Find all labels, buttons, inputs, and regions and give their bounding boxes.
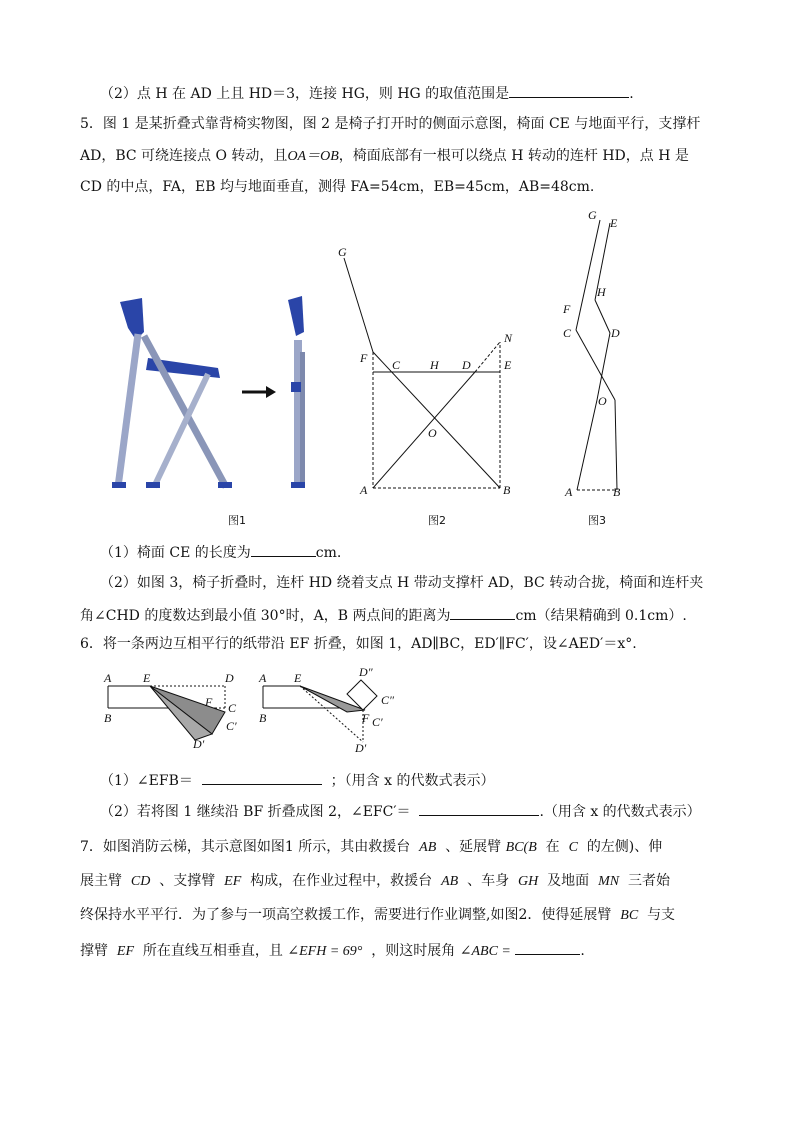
q7-l2a: 展主臂 (80, 873, 122, 889)
q6-part2-note: .（用含 x 的代数式表示） (539, 804, 701, 820)
q6-fig1-label-B: B (104, 711, 112, 725)
q7-line2 (80, 871, 670, 892)
q7-line3 (80, 905, 675, 926)
fig2-label-F: F (360, 351, 368, 365)
q7-l2e: 及地面 (547, 873, 590, 889)
fig2-label-O: O (428, 426, 437, 440)
fig2-label-A: A (360, 483, 368, 497)
q7-EF: EF (224, 874, 242, 889)
q5-line2 (80, 146, 689, 167)
q7-l4a: 撑臂 (80, 943, 108, 959)
q6-fig1-label-C: C (228, 701, 237, 715)
fig3-label-D: D (611, 326, 620, 340)
q6-fig2 (255, 660, 410, 760)
q7-angle: ∠EFH = 69° (287, 944, 363, 959)
fig3-label-C: C (563, 326, 572, 340)
q5-equation: OA＝OB (287, 149, 339, 164)
q7-end: . (580, 943, 585, 959)
q6-fig2-label-B: B (259, 711, 267, 725)
q4-end: . (629, 86, 634, 102)
q6-fig1 (100, 662, 255, 752)
q7-l3a: 终保持水平平行．为了参与一项高空救援工作，需要进行作业调整,如图2．使得延展臂 (80, 907, 612, 923)
q4-part2 (100, 82, 634, 104)
fig2-label-H: H (430, 358, 439, 372)
q7-l1c: 在 (545, 839, 560, 855)
q5-part1 (100, 541, 341, 563)
q7-l4c: ，则这时展角 (371, 943, 456, 959)
q4-answer-blank[interactable] (509, 82, 629, 98)
q6-fig2-label-A: A (259, 671, 267, 685)
fig2-caption: 图2 (428, 514, 446, 527)
q7-GH: GH (518, 874, 539, 889)
q7-l2d: 、车身 (467, 873, 510, 889)
fig2-label-B: B (503, 483, 511, 497)
q6-fig1-label-D: D (225, 671, 234, 685)
q6-fig2-label-D2: D″ (359, 665, 373, 679)
q5-line2a: AD，BC 可绕连接点 O 转动，且 (80, 148, 288, 164)
q6-part2-text: （2）若将图 1 继续沿 BF 折叠成图 2，∠EFC′＝ (100, 804, 411, 820)
q6-fig1-label-C1: C′ (226, 719, 237, 733)
q6-fig2-label-E: E (294, 671, 302, 685)
q6-fig1-label-A: A (104, 671, 112, 685)
q7-l4b: 所在直线互相垂直，且 (142, 943, 283, 959)
q4-part2-text: （2）点 H 在 AD 上且 HD＝3，连接 HG，则 HG 的取值范围是 (100, 86, 510, 102)
q6-fig2-label-D1: D′ (355, 741, 367, 755)
chair-photo (108, 292, 348, 497)
q6-part2-blank[interactable] (419, 800, 539, 816)
q5-part2-line1: （2）如图 3，椅子折叠时，连杆 HD 绕着支点 H 带动支撑杆 AD，BC 转动合拢，椅面和连杆夹 (100, 575, 704, 591)
fig2-label-C: C (392, 358, 401, 372)
fig3-label-B: B (613, 485, 621, 499)
q7-C: C (568, 840, 578, 855)
q5-part2-unit: cm（结果精确到 0.1cm）. (515, 608, 687, 624)
q5-part1-text: （1）椅面 CE 的长度为 (100, 545, 251, 561)
fig3-label-G: G (588, 208, 597, 222)
q5-part1-blank[interactable] (251, 541, 316, 557)
q6-part1-blank[interactable] (202, 769, 322, 785)
fig2-label-G: G (338, 245, 347, 259)
fig2-label-E: E (504, 358, 512, 372)
fig3-label-H: H (597, 285, 606, 299)
q7-line1 (80, 837, 662, 858)
q7-MN: MN (598, 874, 620, 889)
q7-l1a: 7．如图消防云梯，其示意图如图1 所示，其由救援台 (80, 839, 411, 855)
q7-EF2: EF (116, 944, 135, 959)
q6-fig2-label-C2: C″ (381, 693, 395, 707)
q6-fig2-label-F: F (362, 711, 370, 725)
q6-part1-text: （1）∠EFB＝ (100, 773, 193, 789)
q5-part2-text: 角∠CHD 的度数达到最小值 30°时，A，B 两点间的距离为 (80, 608, 451, 624)
q5-line1: 5．图 1 是某折叠式靠背椅实物图，图 2 是椅子打开时的侧面示意图，椅面 CE 与地面平行，支撑杆 (80, 116, 701, 132)
q7-answer-blank[interactable] (515, 939, 580, 955)
q7-AB: AB (419, 840, 437, 855)
q6-fig2-label-C1: C′ (372, 715, 383, 729)
q6-line1: 6．将一条两边互相平行的纸带沿 EF 折叠，如图 1，AD∥BC，ED′∥FC′，设∠AED′＝x°. (80, 636, 637, 652)
q7-l1d: 的左侧)、伸 (586, 839, 663, 855)
fig3-label-E: E (610, 216, 618, 230)
q7-l2f: 三者始 (627, 873, 670, 889)
q6-part1 (100, 769, 494, 791)
fig3-label-O: O (598, 394, 607, 408)
q5-part2-line2 (80, 604, 687, 626)
q6-part1-note: ；（用含 x 的代数式表示） (330, 773, 495, 789)
q7-l1b: 、延展臂 (445, 839, 502, 855)
fig3-label-F: F (563, 302, 571, 316)
q6-fig1-label-E: E (143, 671, 151, 685)
q5-part2-blank[interactable] (450, 604, 515, 620)
q6-fig1-label-F: F (205, 695, 213, 709)
q7-CD: CD (130, 874, 151, 889)
q6-part2 (100, 800, 701, 822)
q5-line3: CD 的中点，FA，EB 均与地面垂直，测得 FA=54cm，EB=45cm，AB=48cm. (80, 179, 595, 195)
fig3-diagram (555, 205, 645, 505)
q5-line2b: ，椅面底部有一根可以绕点 H 转动的连杆 HD，点 H 是 (338, 148, 689, 164)
q5-part1-unit: cm. (315, 545, 342, 561)
q7-l2c: 构成，在作业过程中，救援台 (250, 873, 433, 889)
fig2-label-D: D (462, 358, 471, 372)
fig2-diagram (330, 238, 530, 500)
q7-abc: ∠ABC = (459, 944, 511, 959)
fig3-label-A: A (565, 485, 573, 499)
q7-l3b: 与支 (647, 907, 676, 923)
q7-BC: BC (620, 908, 639, 923)
q7-BCB: BC(B (505, 840, 537, 855)
q7-l2b: 、支撑臂 (159, 873, 216, 889)
q7-line4 (80, 939, 585, 962)
q7-AB2: AB (441, 874, 459, 889)
fig2-label-N: N (504, 331, 513, 345)
fig1-caption: 图1 (228, 514, 246, 527)
q6-fig1-label-D1: D′ (193, 737, 205, 751)
fig3-caption: 图3 (588, 514, 606, 527)
